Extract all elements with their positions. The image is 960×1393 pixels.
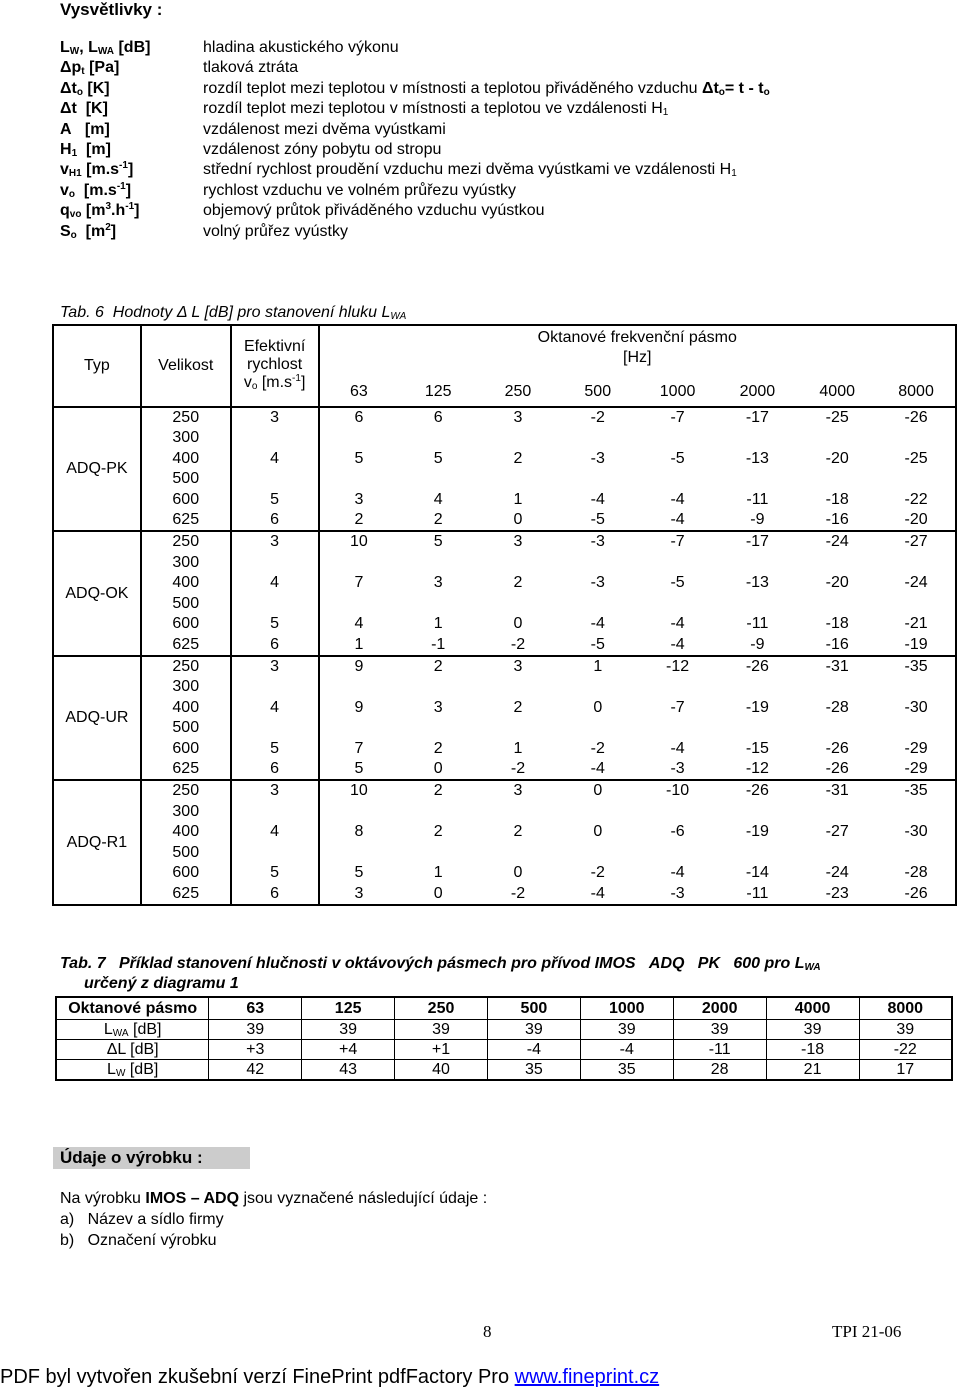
- value-cell: -20: [904, 511, 928, 529]
- band-header: 500: [558, 377, 638, 407]
- value-cell: -24: [825, 864, 849, 882]
- value-cell: 2: [433, 823, 443, 841]
- tab7-cell: -4: [580, 1040, 673, 1060]
- value-cell: -10: [638, 780, 718, 822]
- band-header: 63: [319, 377, 399, 407]
- tab7-cell: 39: [766, 1020, 859, 1040]
- tab7-cell: 39: [395, 1020, 488, 1040]
- value-cell: -25: [904, 449, 928, 467]
- velocity-cell: 5: [231, 490, 319, 510]
- tab7-cell: 63: [209, 997, 302, 1020]
- col-typ: Typ: [53, 325, 141, 407]
- legend-description: volný průřez vyústky: [203, 222, 348, 240]
- value-cell: 4: [433, 490, 443, 508]
- value-cell: -13: [745, 449, 769, 467]
- value-cell: 10: [319, 780, 399, 822]
- tab7-cell: 42: [209, 1060, 302, 1081]
- value-cell: -31: [797, 656, 877, 698]
- value-cell: -4: [590, 884, 605, 902]
- legend-symbol: $S_o$ $[m^2]$: [60, 221, 117, 241]
- value-cell: -22: [904, 490, 928, 508]
- value-cell: 1: [433, 615, 443, 633]
- tab7-cell: -4: [487, 1040, 580, 1060]
- value-cell: 4: [354, 615, 364, 633]
- legend-symbol: $v_{H1}$ $[m.s^{-1}]$: [60, 160, 134, 180]
- footer-link[interactable]: www.fineprint.cz: [514, 1366, 660, 1388]
- value-cell: -9: [750, 511, 765, 529]
- document-id: TPI 21-06: [832, 1322, 902, 1341]
- col-velikost: Velikost: [141, 325, 231, 407]
- value-cell: -3: [558, 531, 638, 573]
- value-cell: -11: [746, 490, 769, 508]
- tab7-cell: 39: [302, 1020, 395, 1040]
- value-cell: 0: [433, 884, 443, 902]
- value-cell: 1: [513, 739, 523, 757]
- velocity-cell: 5: [231, 739, 319, 759]
- tab7-cell: 4000: [766, 997, 859, 1020]
- tab7-cell: $L_{WA}$ [dB]: [56, 1020, 209, 1040]
- value-cell: -2: [510, 635, 526, 653]
- value-cell: 2: [513, 823, 523, 841]
- velocity-cell: 4: [231, 449, 319, 490]
- value-cell: -23: [825, 884, 849, 902]
- value-cell: 1: [354, 635, 364, 653]
- value-cell: 0: [593, 823, 603, 841]
- value-cell: 2: [398, 780, 478, 822]
- value-cell: -28: [825, 698, 849, 716]
- value-cell: -29: [904, 739, 928, 757]
- band-header: 8000: [877, 377, 956, 407]
- band-header: 125: [398, 377, 478, 407]
- value-cell: 3: [433, 574, 443, 592]
- value-cell: 7: [354, 739, 364, 757]
- tab7-cell: -11: [673, 1040, 766, 1060]
- tab7-row: [56, 997, 952, 1020]
- value-cell: 0: [593, 698, 603, 716]
- size-cell: 625: [141, 635, 231, 656]
- value-cell: 3: [478, 780, 558, 822]
- velocity-cell: 4: [231, 573, 319, 614]
- size-cell: 600: [141, 490, 231, 510]
- legend-symbol: $L_W$, $L_{WA}$ [dB]: [60, 39, 151, 57]
- value-cell: 2: [433, 511, 443, 529]
- col-rychlost: Efektivní rychlost $v_o$ $[m.s^{-1}]$: [231, 325, 319, 407]
- value-cell: 3: [354, 490, 364, 508]
- size-cell: 250 300: [141, 656, 231, 698]
- value-cell: -26: [825, 739, 849, 757]
- value-cell: 2: [513, 449, 523, 467]
- size-cell: 250 300: [141, 407, 231, 449]
- value-cell: 7: [354, 574, 364, 592]
- value-cell: -35: [877, 656, 956, 698]
- value-cell: -25: [797, 407, 877, 449]
- tab7-cell: 21: [766, 1060, 859, 1081]
- value-cell: 6: [319, 407, 399, 449]
- value-cell: 0: [513, 615, 523, 633]
- value-cell: -26: [877, 407, 956, 449]
- tab7-cell: -18: [766, 1040, 859, 1060]
- velocity-cell: 3: [231, 656, 319, 698]
- tab7-cell: 40: [395, 1060, 488, 1081]
- legend-symbol: $H_1$ [m]: [60, 140, 111, 159]
- value-cell: -28: [904, 864, 928, 882]
- tab7-cell: 39: [859, 1020, 952, 1040]
- legend-description: tlaková ztráta: [203, 59, 299, 77]
- tab6-caption: Tab. 6 Hodnoty Δ L [dB] pro stanovení hluku $L_{WA}$: [60, 304, 407, 322]
- velocity-cell: 3: [231, 407, 319, 449]
- product-info-item: a) Název a sídlo firmy: [60, 1211, 224, 1228]
- value-cell: 1: [433, 864, 443, 882]
- velocity-cell: 5: [231, 614, 319, 634]
- tab7-row: [56, 1040, 952, 1060]
- value-cell: -7: [670, 698, 685, 716]
- value-cell: 10: [319, 531, 399, 573]
- value-cell: -14: [745, 864, 769, 882]
- velocity-cell: 4: [231, 698, 319, 739]
- value-cell: 0: [513, 511, 523, 529]
- velocity-cell: 6: [231, 635, 319, 656]
- value-cell: -26: [717, 780, 797, 822]
- value-cell: -26: [904, 884, 928, 902]
- legend-description: objemový průtok přiváděného vzduchu vyústkou: [203, 202, 545, 220]
- value-cell: -5: [670, 449, 685, 467]
- tab7-row: [56, 1020, 952, 1040]
- tab7-cell: -22: [859, 1040, 952, 1060]
- value-cell: 2: [513, 698, 523, 716]
- tab7-cell: 43: [302, 1060, 395, 1081]
- value-cell: -17: [717, 407, 797, 449]
- value-cell: 9: [354, 698, 364, 716]
- legend-symbol: Δt [K]: [60, 100, 108, 118]
- velocity-cell: 5: [231, 863, 319, 883]
- size-cell: 625: [141, 883, 231, 905]
- tab7-cell: +4: [302, 1040, 395, 1060]
- value-cell: -26: [717, 656, 797, 698]
- size-cell: 600: [141, 863, 231, 883]
- value-cell: 6: [398, 407, 478, 449]
- value-cell: -19: [745, 823, 769, 841]
- value-cell: -4: [670, 635, 685, 653]
- value-cell: 1: [558, 656, 638, 698]
- tab7-cell: 39: [209, 1020, 302, 1040]
- legend-description: vzdálenost zóny pobytu od stropu: [203, 140, 442, 158]
- tab7-cell: 250: [395, 997, 488, 1020]
- value-cell: -19: [904, 635, 928, 653]
- value-cell: -16: [825, 635, 849, 653]
- value-cell: -29: [904, 760, 928, 778]
- legend-description: vzdálenost mezi dvěma vyústkami: [203, 120, 446, 138]
- value-cell: -11: [746, 615, 769, 633]
- value-cell: -30: [904, 823, 928, 841]
- product-info-heading: Údaje o výrobku :: [53, 1147, 250, 1169]
- value-cell: -17: [717, 531, 797, 573]
- velocity-cell: 3: [231, 531, 319, 573]
- value-cell: -21: [904, 615, 928, 633]
- value-cell: -26: [825, 760, 849, 778]
- type-name: ADQ-PK: [53, 407, 141, 531]
- type-name: ADQ-UR: [53, 656, 141, 780]
- value-cell: 5: [398, 531, 478, 573]
- legend-description: střední rychlost proudění vzduchu mezi dvěma vyústkami ve vzdálenosti $H_1$: [203, 161, 737, 180]
- value-cell: -3: [670, 884, 685, 902]
- value-cell: -5: [670, 574, 685, 592]
- value-cell: -18: [825, 490, 849, 508]
- tab7-row: [56, 1060, 952, 1081]
- value-cell: -11: [746, 884, 769, 902]
- tab7-cell: Oktanové pásmo: [56, 997, 209, 1020]
- value-cell: 8: [354, 823, 364, 841]
- footer: [0, 1366, 659, 1389]
- value-cell: -30: [904, 698, 928, 716]
- value-cell: -12: [638, 656, 718, 698]
- value-cell: 5: [433, 449, 443, 467]
- value-cell: 2: [398, 656, 478, 698]
- legend-description: hladina akustického výkonu: [203, 39, 399, 56]
- value-cell: -31: [797, 780, 877, 822]
- size-cell: 400 500: [141, 449, 231, 490]
- velocity-cell: 6: [231, 759, 319, 780]
- band-header: 2000: [717, 377, 797, 407]
- value-cell: -4: [590, 760, 605, 778]
- legend-symbol: $\Delta t_o$ [K]: [60, 79, 110, 98]
- value-cell: -19: [745, 698, 769, 716]
- tab7-cell: 39: [580, 1020, 673, 1040]
- value-cell: 3: [478, 531, 558, 573]
- legend-description: rozdíl teplot mezi teplotou v místnosti a teplotou přiváděného vzduchu $\Delta t_o= t - t_o$: [203, 79, 770, 98]
- value-cell: -24: [904, 574, 928, 592]
- value-cell: -2: [510, 884, 526, 902]
- tab7-cell: +3: [209, 1040, 302, 1060]
- tab7-table: [55, 996, 953, 1081]
- value-cell: -5: [590, 635, 605, 653]
- tab7-cell: 28: [673, 1060, 766, 1081]
- value-cell: 2: [433, 739, 443, 757]
- velocity-cell: 4: [231, 822, 319, 863]
- product-info-paragraph: [60, 1188, 487, 1251]
- value-cell: -1: [431, 635, 446, 653]
- tab7-cell: ΔL [dB]: [56, 1040, 209, 1060]
- value-cell: -4: [670, 511, 685, 529]
- value-cell: 2: [513, 574, 523, 592]
- tab7-cell: $L_W$ [dB]: [56, 1060, 209, 1081]
- legend-description: rozdíl teplot mezi teplotou v místnosti a teplotou ve vzdálenosti $H_1$: [203, 100, 669, 119]
- value-cell: -4: [670, 615, 685, 633]
- value-cell: -2: [590, 864, 605, 882]
- col-pasmo: Oktanové frekvenční pásmo [Hz]: [537, 329, 737, 366]
- size-cell: 400 500: [141, 573, 231, 614]
- value-cell: -27: [877, 531, 956, 573]
- value-cell: -27: [825, 823, 849, 841]
- velocity-cell: 3: [231, 780, 319, 822]
- velocity-cell: 6: [231, 510, 319, 531]
- value-cell: -9: [750, 635, 765, 653]
- product-info-intro: Na výrobku IMOS – ADQ jsou vyznačené následující údaje :: [60, 1190, 488, 1207]
- size-cell: 625: [141, 510, 231, 531]
- value-cell: -3: [590, 574, 605, 592]
- legend-symbol: $q_{vo}$ $[m^3.h^{-1}]$: [60, 201, 140, 221]
- value-cell: 2: [354, 511, 364, 529]
- value-cell: 3: [478, 656, 558, 698]
- value-cell: -20: [825, 449, 849, 467]
- band-header: 1000: [638, 377, 718, 407]
- value-cell: 9: [319, 656, 399, 698]
- value-cell: 0: [513, 864, 523, 882]
- value-cell: 0: [558, 780, 638, 822]
- size-cell: 600: [141, 614, 231, 634]
- legend-symbol: A [m]: [60, 120, 110, 138]
- tab7-cell: 2000: [673, 997, 766, 1020]
- value-cell: -7: [638, 407, 718, 449]
- tab7-cell: 39: [487, 1020, 580, 1040]
- value-cell: -15: [745, 739, 769, 757]
- value-cell: 0: [433, 760, 443, 778]
- size-cell: 250 300: [141, 780, 231, 822]
- tab7-cell: 35: [487, 1060, 580, 1081]
- value-cell: -20: [825, 574, 849, 592]
- band-header: 250: [478, 377, 558, 407]
- value-cell: 3: [354, 884, 364, 902]
- type-name: ADQ-R1: [53, 780, 141, 905]
- size-cell: 600: [141, 739, 231, 759]
- value-cell: -5: [590, 511, 605, 529]
- legend-description: rychlost vzduchu ve volném průřezu vyústky: [203, 181, 517, 199]
- value-cell: -4: [670, 739, 685, 757]
- value-cell: -16: [825, 511, 849, 529]
- legend-symbol: $v_o$ $[m.s^{-1}]$: [60, 180, 132, 200]
- tab6-table: [52, 324, 957, 906]
- band-header: 4000: [797, 377, 877, 407]
- page-number: 8: [483, 1322, 492, 1341]
- value-cell: 5: [354, 864, 364, 882]
- tab7-caption-line2: určený z diagramu 1: [84, 975, 239, 992]
- tab7-cell: 35: [580, 1060, 673, 1081]
- value-cell: -13: [745, 574, 769, 592]
- value-cell: 3: [478, 407, 558, 449]
- value-cell: -35: [877, 780, 956, 822]
- tab7-cell: 8000: [859, 997, 952, 1020]
- size-cell: 400 500: [141, 698, 231, 739]
- section-heading: Vysvětlivky :: [60, 0, 163, 19]
- value-cell: -4: [670, 490, 685, 508]
- value-cell: -4: [670, 864, 685, 882]
- size-cell: 250 300: [141, 531, 231, 573]
- value-cell: -18: [825, 615, 849, 633]
- value-cell: 5: [354, 449, 364, 467]
- value-cell: 5: [354, 760, 364, 778]
- tab7-cell: 500: [487, 997, 580, 1020]
- value-cell: 1: [513, 490, 523, 508]
- tab7-cell: 39: [673, 1020, 766, 1040]
- type-name: ADQ-OK: [53, 531, 141, 655]
- tab7-cell: 1000: [580, 997, 673, 1020]
- value-cell: -2: [590, 739, 605, 757]
- value-cell: -4: [590, 490, 605, 508]
- size-cell: 400 500: [141, 822, 231, 863]
- value-cell: -4: [590, 615, 605, 633]
- tab7-caption: Tab. 7 Příklad stanovení hlučnosti v oktávových pásmech pro přívod IMOS ADQ PK 600 pro $L_{WA}$: [60, 955, 821, 973]
- velocity-cell: 6: [231, 883, 319, 905]
- tab7-cell: 17: [859, 1060, 952, 1081]
- value-cell: -2: [558, 407, 638, 449]
- value-cell: -12: [745, 760, 769, 778]
- tab7-cell: 125: [302, 997, 395, 1020]
- value-cell: -7: [638, 531, 718, 573]
- tab7-cell: +1: [395, 1040, 488, 1060]
- value-cell: -3: [670, 760, 685, 778]
- footer-text: PDF byl vytvořen zkušební verzí FinePrint pdfFactory Pro: [0, 1366, 515, 1388]
- value-cell: 3: [433, 698, 443, 716]
- value-cell: -3: [590, 449, 605, 467]
- value-cell: -6: [670, 823, 685, 841]
- product-info-item: b) Označení výrobku: [60, 1232, 217, 1249]
- size-cell: 625: [141, 759, 231, 780]
- value-cell: -2: [510, 760, 526, 778]
- legend-symbol: $\Delta p_t$ [Pa]: [60, 59, 120, 78]
- value-cell: -24: [797, 531, 877, 573]
